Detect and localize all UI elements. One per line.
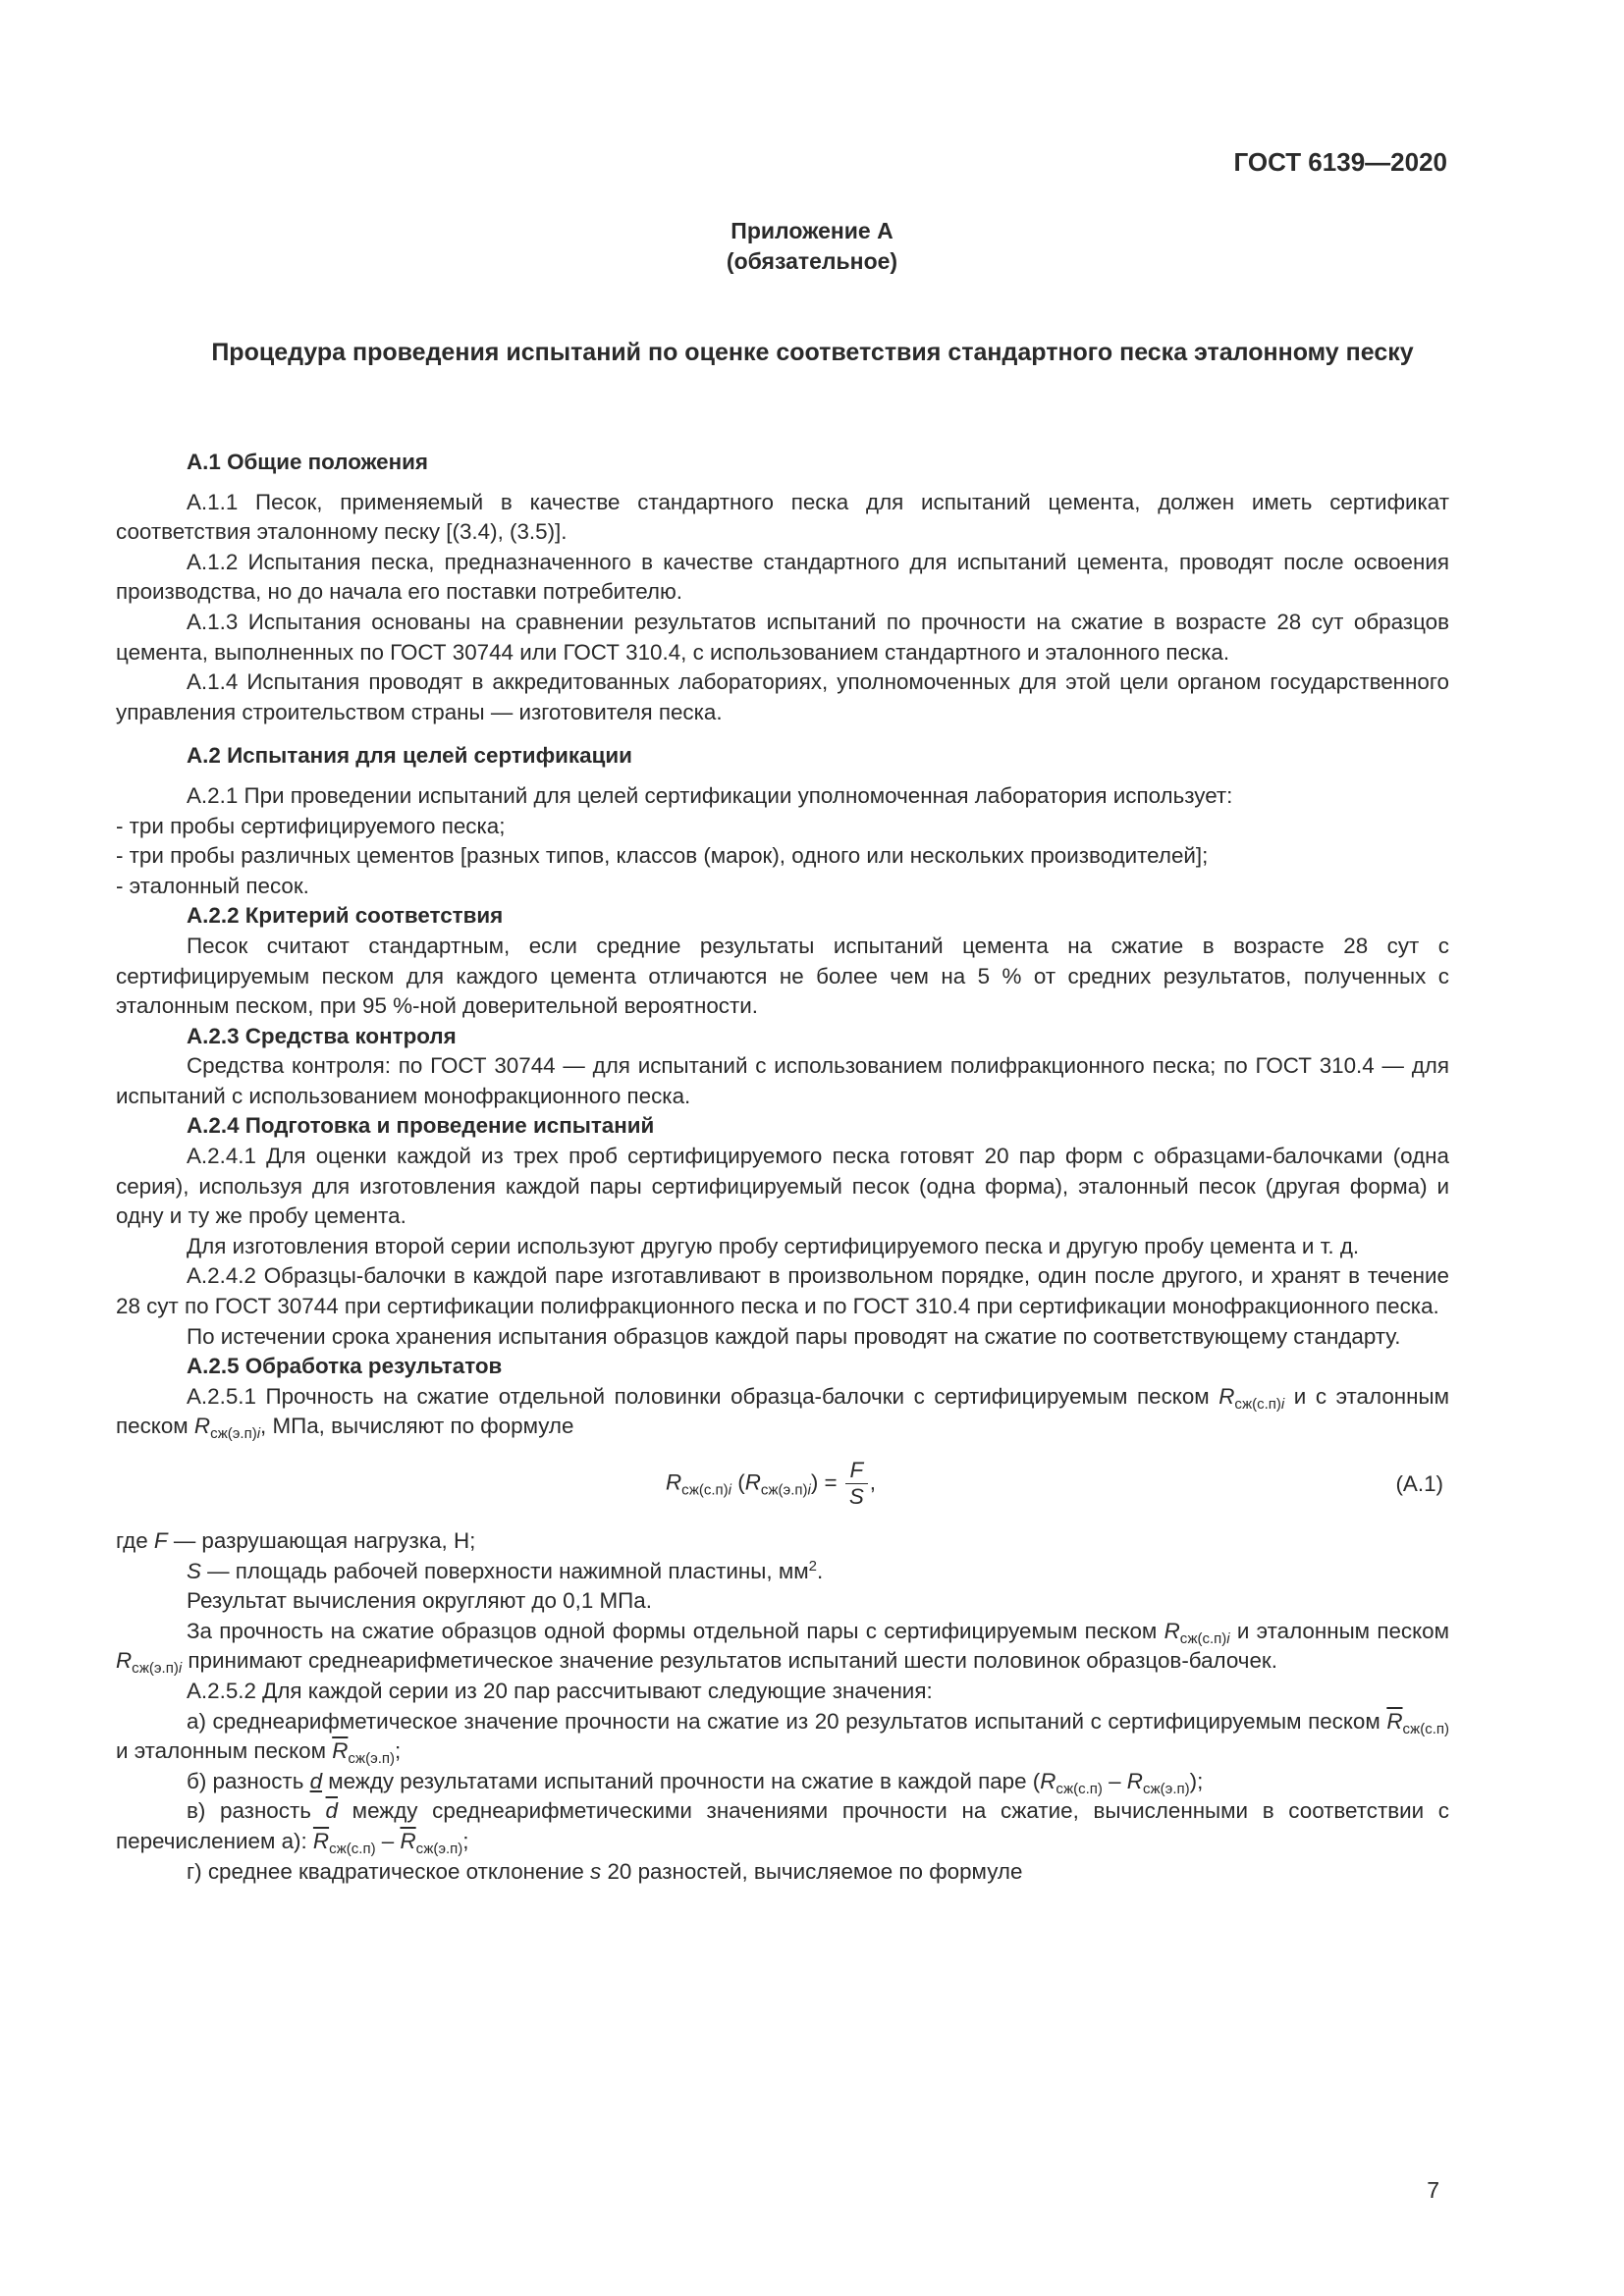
paragraph-a22: Песок считают стандартным, если средние результаты испытаний цемента на сжатие в возрасте 28 сут с сертифицируемым песком для каждого цемента отличаются не более чем на 5 % от средних результатов, полученных с эталонным песком, при 95 %-ной доверительной вероятности.	[116, 933, 1449, 1019]
paragraph-mean: За прочность на сжатие образцов одной формы отдельной пары с сертифицируемым песком $R_{сж(с.п)i}$ и эталонным песком $R_{сж(э.п)i}$ принимают среднеарифметическое значение результатов испытаний шести половинок образцов-балочек.	[116, 1618, 1450, 1678]
subsection-heading-a23: А.2.3 Средства контроля	[187, 1023, 457, 1048]
list-item-a: а) среднеарифметическое значение прочности на сжатие из 20 результатов испытаний с сертифицируемым песком $\overline{R}_{сж(с.п)}$ и эталонным песком $\overline{R}_{сж(э.п)}$;	[116, 1708, 1449, 1768]
subscript: сж(с.п)i	[1234, 1395, 1285, 1413]
list-item-c: в) разность $\overline{d}$ между среднеарифметическими значениями прочности на сжатие, вычисленными в соответствии с перечислением а): $\overline{R}_{сж(с.п)} - \overline{R}_{сж(э.п)}$;	[116, 1798, 1449, 1857]
subsection-heading-a22: А.2.2 Критерий соответствия	[187, 903, 504, 929]
formula-expression: $R_{сж(с.п)i}$ $(R_{сж(э.п)i})$ = $\frac{F}{S}$ ,	[666, 1458, 876, 1509]
paragraph-a23: Средства контроля: по ГОСТ 30744 — для испытаний с использованием полифракционного песка; по ГОСТ 310.4 — для испытаний с использованием монофракционного песка.	[116, 1053, 1449, 1108]
paragraph-a242-continued: По истечении срока хранения испытания образцов каждой пары проводят на сжатие по соответствующему стандарту.	[187, 1323, 1401, 1349]
list-item: - три пробы сертифицируемого песка;	[116, 813, 506, 838]
subsection-heading-a25: А.2.5 Обработка результатов	[187, 1354, 503, 1379]
paragraph-a12: А.1.2 Испытания песка, предназначенного в качестве стандартного для испытаний цемента, проводят после освоения производства, но до начала его поставки потребителю.	[116, 549, 1449, 605]
paragraph-a241-continued: Для изготовления второй серии используют другую пробу сертифицируемого песка и другую пробу цемента и т. д.	[187, 1233, 1360, 1258]
document-body	[116, 448, 1449, 1887]
page-number: 7	[1427, 2177, 1439, 2203]
list-item: - эталонный песок.	[116, 873, 309, 898]
paragraph-a252: А.2.5.2 Для каждой серии из 20 пар рассчитывают следующие значения:	[187, 1678, 933, 1703]
paragraph-a21: А.2.1 При проведении испытаний для целей сертификации уполномоченная лаборатория использует:	[187, 782, 1233, 808]
subsection-heading-a24: А.2.4 Подготовка и проведение испытаний	[187, 1113, 655, 1139]
list-item-d: г) среднее квадратическое отклонение s 20 разностей, вычисляемое по формуле	[187, 1858, 1023, 1884]
where-line-2: S — площадь рабочей поверхности нажимной пластины, $мм^2$.	[187, 1557, 824, 1583]
where-line-1: где F — разрушающая нагрузка, Н;	[116, 1528, 476, 1553]
section-heading-a2: А.2 Испытания для целей сертификации	[187, 743, 632, 769]
document-title: Процедура проведения испытаний по оценке соответствия стандартного песка эталонному песку	[211, 339, 1414, 366]
paragraph-a241: А.2.4.1 Для оценки каждой из трех проб сертифицируемого песка готовят 20 пар форм с образцами-балочками (одна серия), используя для изготовления каждой пары сертифицируемый песок (одна форма), эталонный песок (другая форма) и одну и ту же пробу цемента.	[116, 1144, 1449, 1229]
paragraph-a242: А.2.4.2 Образцы-балочки в каждой паре изготавливают в произвольном порядке, один после другого, и хранят в течение 28 сут по ГОСТ 30744 при сертификации полифракционного песка и по ГОСТ 310.4 при сертификации монофракционного песка.	[116, 1263, 1449, 1319]
formula-number: (А.1)	[1395, 1471, 1443, 1496]
section-heading-a1: А.1 Общие положения	[187, 450, 428, 474]
paragraph-a251: А.2.5.1 Прочность на сжатие отдельной половинки образца-балочки с сертифицируемым песком $R_{сж(с.п)i}$ и с эталонным песком $R_{сж(э.п)i}$, МПа, вычисляют по формуле	[116, 1383, 1449, 1443]
paragraph-a11: А.1.1 Песок, применяемый в качестве стандартного песка для испытаний цемента, должен иметь сертификат соответствия эталонному песку [(3.4), (3.5)].	[116, 489, 1449, 545]
paragraph-a14: А.1.4 Испытания проводят в аккредитованных лабораториях, уполномоченных для этой цели органом государственного управления строительством страны — изготовителя песка.	[116, 669, 1449, 724]
annex-status: (обязательное)	[726, 248, 898, 274]
standard-number: ГОСТ 6139—2020	[1233, 147, 1447, 177]
formula-a1	[116, 1450, 1449, 1521]
subscript: сж(э.п)i	[210, 1425, 261, 1443]
list-item: - три пробы различных цементов [разных типов, классов (марок), одного или нескольких производителей];	[116, 843, 1209, 869]
list-item-b: б) разность d между результатами испытаний прочности на сжатие в каждой паре $(R_{сж(с.п)} - R_{сж(э.п)})$;	[187, 1768, 1204, 1797]
fraction: $\frac{F}{S}$	[845, 1458, 868, 1510]
annex-title: Приложение А	[731, 218, 893, 243]
paragraph-a13: А.1.3 Испытания основаны на сравнении результатов испытаний по прочности на сжатие в возрасте 28 сут образцов цемента, выполненных по ГОСТ 30744 или ГОСТ 310.4, с использованием стандартного и эталонного песка.	[116, 609, 1449, 665]
paragraph-rounding: Результат вычисления округляют до 0,1 МПа.	[187, 1588, 652, 1614]
